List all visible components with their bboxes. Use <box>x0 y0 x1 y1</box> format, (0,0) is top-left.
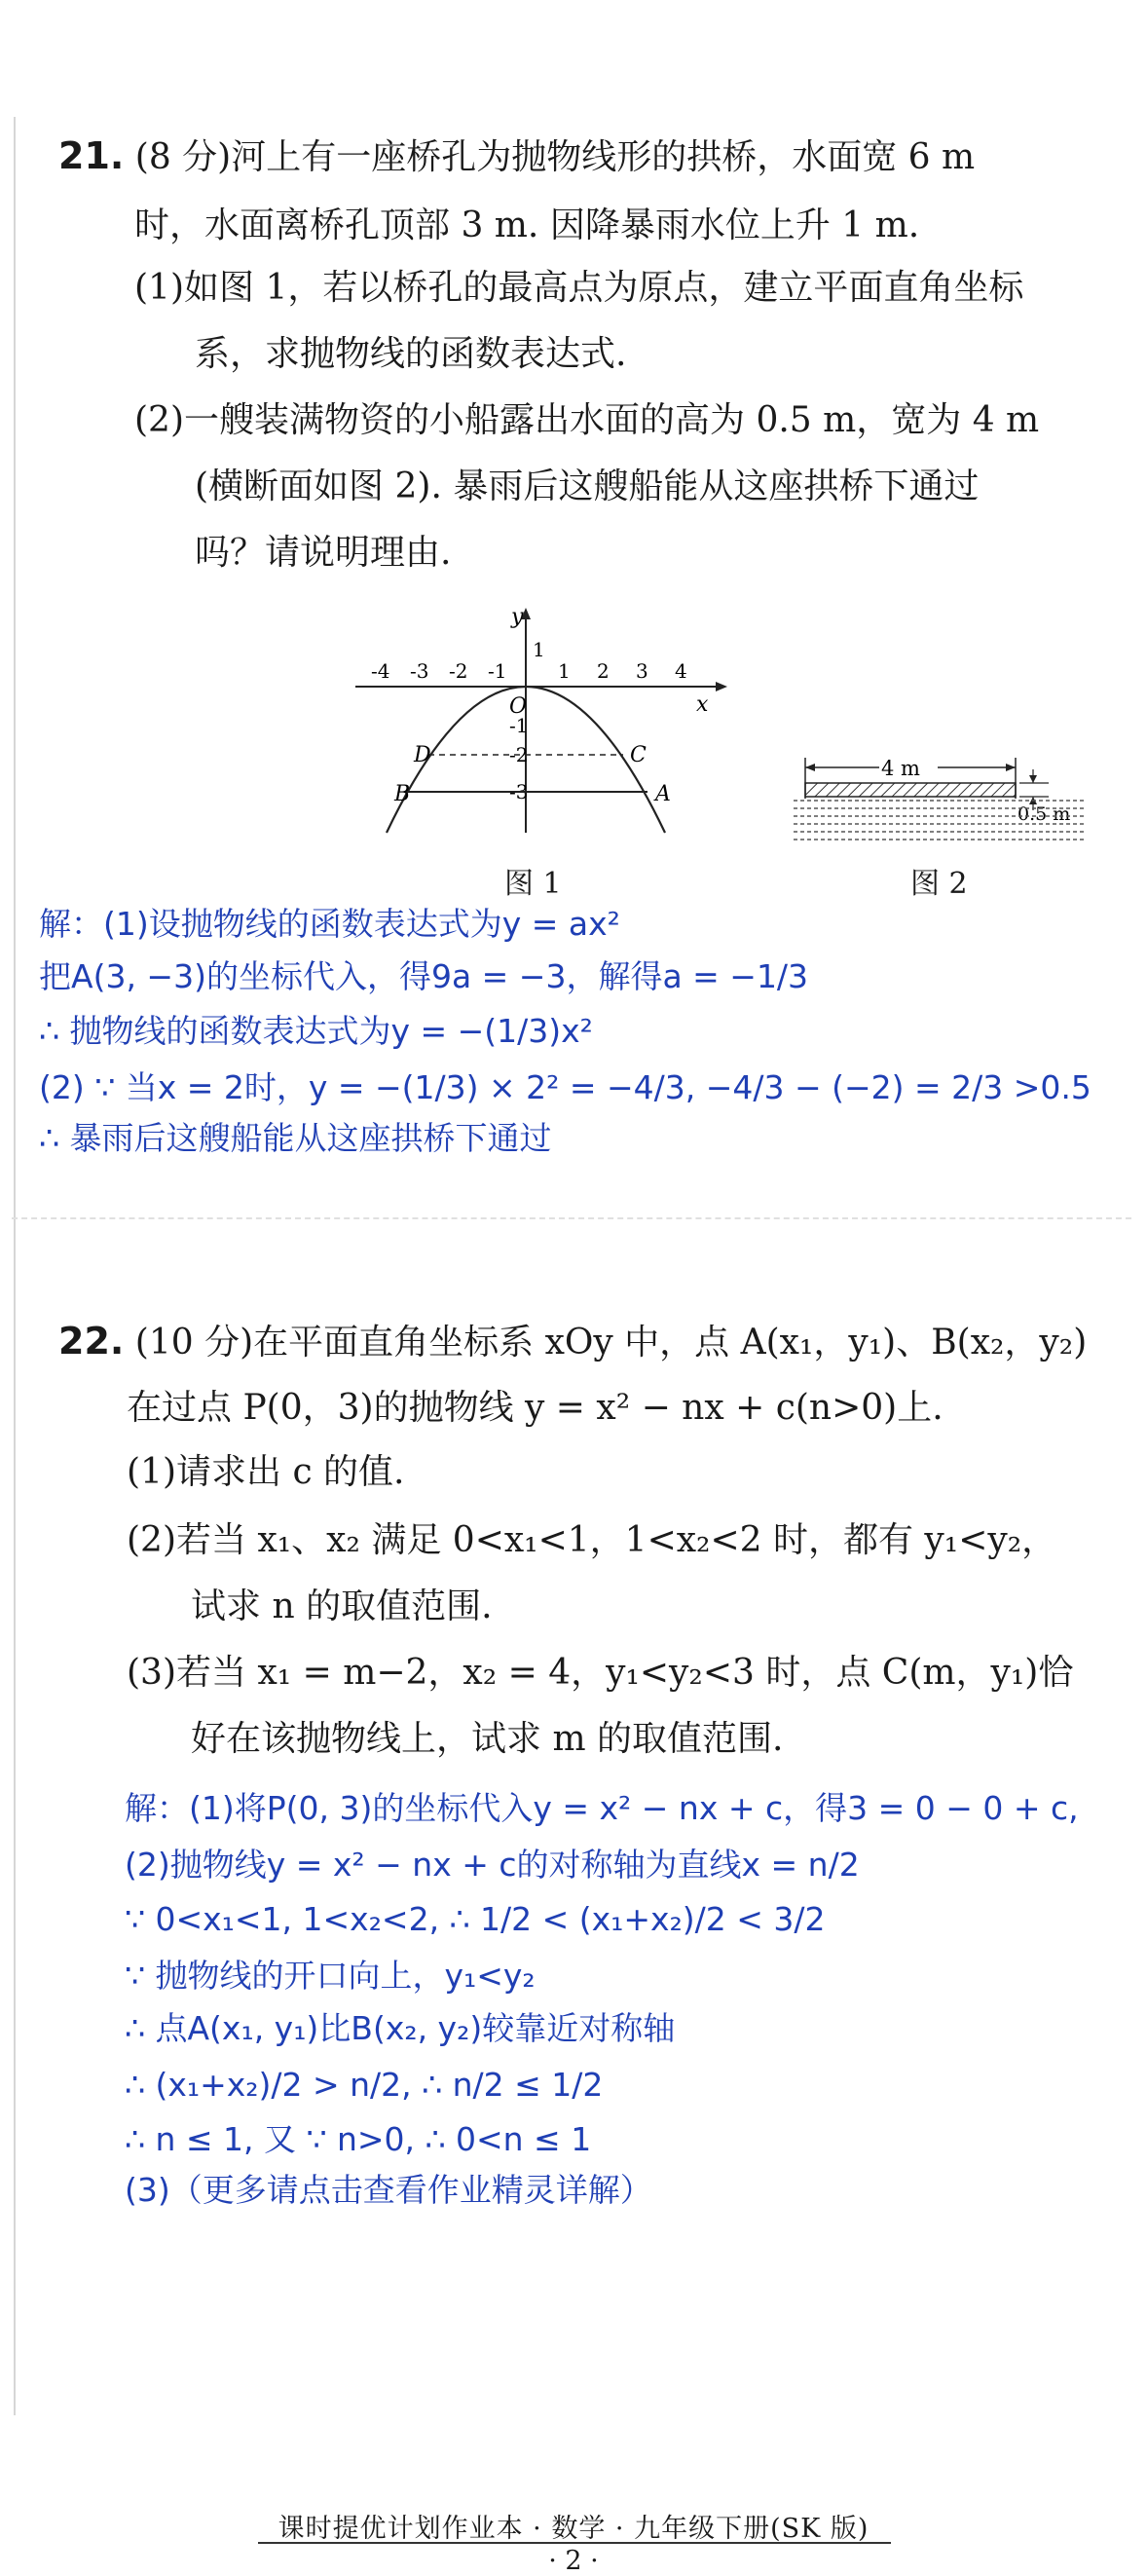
y-tick: -2 <box>509 743 529 766</box>
x-tick: 1 <box>558 659 571 683</box>
question-text-line: (2)若当 x₁、x₂ 满足 0<x₁<1，1<x₂<2 时，都有 y₁<y₂， <box>127 1520 1057 1560</box>
figure-1-parabola <box>346 594 735 838</box>
y-axis-label: y <box>511 605 524 629</box>
question-text-line: (8 分)河上有一座桥孔为抛物线形的拱桥，水面宽 6 m <box>134 137 976 177</box>
solution-line: ∴ (x₁+x₂)/2 > n/2, ∴ n/2 ≤ 1/2 <box>125 2066 604 2104</box>
y-tick: -1 <box>509 714 529 737</box>
footer-book-title: 课时提优计划作业本 · 数学 · 九年级下册(SK 版) <box>278 2514 870 2544</box>
solution-line: ∵ 0<x₁<1, 1<x₂<2, ∴ 1/2 < (x₁+x₂)/2 < 3/2 <box>125 1900 826 1938</box>
x-tick: 4 <box>675 659 687 683</box>
question-text-line: 好在该抛物线上，试求 m 的取值范围. <box>191 1719 784 1759</box>
question-text-line: (2)一艘装满物资的小船露出水面的高为 0.5 m，宽为 4 m <box>134 400 1040 440</box>
solution-line: 把A(3, −3)的坐标代入，得9a = −3，解得a = −1/3 <box>39 957 809 995</box>
question-text-line: 试求 n 的取值范围. <box>191 1587 493 1626</box>
y-tick-labels <box>509 638 545 803</box>
footer-rule <box>258 2542 891 2544</box>
solution-line: ∴ 点A(x₁, y₁)比B(x₂, y₂)较靠近对称轴 <box>125 2009 676 2047</box>
solution-line: ∴ 暴雨后这艘船能从这座拱桥下通过 <box>39 1119 552 1157</box>
boat-width-label: 4 m <box>881 757 920 780</box>
x-tick: -1 <box>488 659 507 683</box>
question-number: 21. <box>58 134 125 177</box>
solution-line: ∵ 抛物线的开口向上，y₁<y₂ <box>125 1957 536 1995</box>
question-text-line: (1)如图 1，若以桥孔的最高点为原点，建立平面直角坐标 <box>134 268 1024 308</box>
question-text-line: (1)请求出 c 的值. <box>127 1452 405 1492</box>
solution-line: (2)抛物线y = x² − nx + c的对称轴为直线x = n/2 <box>125 1846 860 1884</box>
x-axis-label: x <box>696 692 709 717</box>
question-text-line: 时，水面离桥孔顶部 3 m. 因降暴雨水位上升 1 m. <box>134 205 920 245</box>
y-tick: 1 <box>533 638 545 661</box>
x-tick: -2 <box>449 659 468 683</box>
question-text-line: 系，求抛物线的函数表达式. <box>195 334 627 374</box>
point-D-label: D <box>414 743 431 767</box>
x-tick-labels <box>371 659 687 683</box>
point-B-label: B <box>394 782 411 806</box>
figure-2-boat <box>794 740 1115 852</box>
question-text-line: (10 分)在平面直角坐标系 xOy 中，点 A(x₁，y₁)、B(x₂，y₂) <box>134 1323 1088 1363</box>
question-text-line: (3)若当 x₁ = m−2，x₂ = 4，y₁<y₂<3 时，点 C(m，y₁)恰 <box>127 1653 1074 1693</box>
page-number: · 2 · <box>548 2546 599 2576</box>
solution-line: 解：(1)将P(0, 3)的坐标代入y = x² − nx + c，得3 = 0 − 0 + c, <box>125 1789 1079 1827</box>
x-tick: 2 <box>597 659 610 683</box>
point-C-label: C <box>630 743 647 767</box>
solution-line: ∴ n ≤ 1, 又 ∵ n>0, ∴ 0<n ≤ 1 <box>125 2120 592 2158</box>
y-tick: -3 <box>509 780 529 803</box>
figure-1-caption: 图 1 <box>504 867 562 901</box>
x-tick: 3 <box>636 659 648 683</box>
boat-height-label: 0.5 m <box>1018 803 1071 825</box>
section-divider <box>12 1217 1131 1219</box>
solution-line: (3)（更多请点击查看作业精灵详解） <box>125 2171 652 2209</box>
question-text-line: 吗？请说明理由. <box>195 533 452 573</box>
boat-cross-section <box>805 783 1016 797</box>
solution-line: (2) ∵ 当x = 2时，y = −(1/3) × 2² = −4/3, −4/3 − (−2) = 2/3 >0.5 <box>39 1068 1092 1106</box>
solution-line: 解：(1)设抛物线的函数表达式为y = ax² <box>39 905 620 943</box>
question-text-line: 在过点 P(0，3)的抛物线 y = x² − nx + c(n>0)上. <box>127 1388 944 1428</box>
x-tick: -3 <box>410 659 429 683</box>
origin-label: O <box>509 694 528 719</box>
left-margin-rule <box>14 117 16 2415</box>
solution-line: ∴ 抛物线的函数表达式为y = −(1/3)x² <box>39 1012 593 1050</box>
x-tick: -4 <box>371 659 390 683</box>
figure-2-caption: 图 2 <box>910 867 968 901</box>
point-A-label: A <box>655 782 671 806</box>
question-number: 22. <box>58 1320 125 1363</box>
question-text-line: (横断面如图 2). 暴雨后这艘船能从这座拱桥下通过 <box>195 467 980 506</box>
